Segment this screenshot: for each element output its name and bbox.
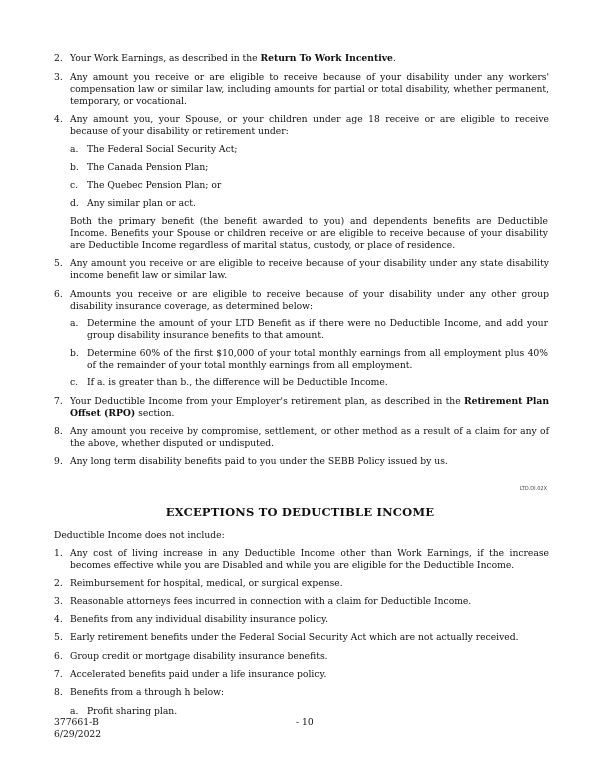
list-text: Any long term disability benefits paid to you under the SEBB Policy issued by us. — [70, 456, 448, 467]
page-number: - 10 — [296, 717, 314, 728]
list-item — [54, 258, 549, 282]
list-text: The Federal Social Security Act; — [87, 144, 238, 155]
list-text: Benefits from a through h below: — [70, 687, 225, 698]
list-item — [54, 114, 549, 138]
list-text: Any amount you, your Spouse, or your children under age 18 receive or are eligible to receive because of your disability or retirement under: — [70, 114, 549, 137]
sub-list-item — [70, 377, 548, 389]
list-number: 2. — [54, 53, 63, 64]
sub-list-item — [70, 180, 548, 192]
list-text: Your Deductible Income from your Employer's retirement plan, as described in the Retirement Plan Offset (RPO) section. — [70, 396, 549, 419]
list-text: The Quebec Pension Plan; or — [87, 180, 222, 191]
list-number: 2. — [54, 578, 63, 589]
list-letter: c. — [70, 180, 79, 191]
list-text: Benefits from any individual disability insurance policy. — [70, 614, 329, 625]
list-item — [54, 396, 549, 420]
list-text: Any similar plan or act. — [87, 198, 196, 209]
list-number: 1. — [54, 548, 63, 559]
list-number: 4. — [54, 114, 63, 125]
list-item — [54, 596, 549, 608]
sub-list-item — [70, 198, 548, 210]
sub-list-item — [70, 318, 548, 342]
list-text: Reasonable attorneys fees incurred in connection with a claim for Deductible Income. — [70, 596, 472, 607]
policy-number: 377661-B — [54, 717, 99, 728]
form-code: LTD.DI.02X — [519, 486, 547, 492]
list-number: 6. — [54, 289, 63, 300]
list-item — [54, 578, 549, 590]
list-text: Reimbursement for hospital, medical, or surgical expense. — [70, 578, 343, 589]
list-number: 5. — [54, 632, 63, 643]
list-text: Any cost of living increase in any Deductible Income other than Work Earnings, if the increase becomes effective while you are Disabled and while you are eligible for the Deductible Income. — [70, 548, 549, 571]
list-item — [54, 548, 549, 572]
section-reference: Retirement Plan Offset (RPO) — [70, 396, 549, 419]
list-text: Amounts you receive or are eligible to receive because of your disability under any other group disability insurance coverage, as determined below: — [70, 289, 549, 312]
list-letter: b. — [70, 162, 79, 173]
sub-list-item — [70, 348, 548, 372]
list-number: 4. — [54, 614, 63, 625]
intro-text: Deductible Income does not include: — [54, 530, 225, 541]
list-letter: d. — [70, 198, 79, 209]
list-text: Any amount you receive or are eligible to receive because of your disability under any state disability income benefit law or similar law. — [70, 258, 549, 281]
sub-list-item — [70, 162, 548, 174]
list-text: Determine 60% of the first $10,000 of your total monthly earnings from all employment plus 40% of the remainder of your total monthly earnings from all employment. — [87, 348, 548, 371]
list-letter: c. — [70, 377, 79, 388]
list-item — [54, 651, 549, 663]
list-number: 5. — [54, 258, 63, 269]
list-text: If a. is greater than b., the difference will be Deductible Income. — [87, 377, 388, 388]
list-text: Any amount you receive or are eligible to receive because of your disability under any workers' compensation law or similar law, including amounts for partial or total disability, whether permanent, temporary, or vocational. — [70, 72, 549, 107]
list-item — [54, 456, 549, 468]
list-item — [54, 426, 549, 450]
list-number: 3. — [54, 596, 63, 607]
list-number: 7. — [54, 396, 63, 407]
list-text: Accelerated benefits paid under a life insurance policy. — [70, 669, 327, 680]
list-text: Your Work Earnings, as described in the Return To Work Incentive. — [70, 53, 396, 64]
list-letter: b. — [70, 348, 79, 359]
list-item — [54, 53, 549, 65]
list-number: 6. — [54, 651, 63, 662]
list-item — [54, 687, 549, 699]
list-item — [54, 614, 549, 626]
list-text: Profit sharing plan. — [87, 706, 178, 717]
list-number: 8. — [54, 687, 63, 698]
list-text: Any amount you receive by compromise, settlement, or other method as a result of a claim for any of the above, whether disputed or undisputed. — [70, 426, 549, 449]
list-item — [54, 632, 549, 644]
list-text: Early retirement benefits under the Federal Social Security Act which are not actually received. — [70, 632, 519, 643]
list-number: 3. — [54, 72, 63, 83]
list-text: Determine the amount of your LTD Benefit as if there were no Deductible Income, and add your group disability insurance benefits to that amount. — [87, 318, 548, 341]
sub-list-item — [70, 144, 548, 156]
section-heading: EXCEPTIONS TO DEDUCTIBLE INCOME — [165, 505, 435, 519]
list-item — [54, 72, 549, 108]
paragraph: Both the primary benefit (the benefit awarded to you) and dependents benefits are Deductible Income. Benefits your Spouse or children receive or are eligible to receive because of your disability are Deductible Income regardless of marital status, custody, or place of residence. — [70, 216, 548, 251]
list-item — [54, 289, 549, 313]
list-number: 9. — [54, 456, 63, 467]
list-item — [54, 669, 549, 681]
footer-date: 6/29/2022 — [54, 729, 102, 740]
list-number: 8. — [54, 426, 63, 437]
list-letter: a. — [70, 706, 79, 717]
list-letter: a. — [70, 144, 79, 155]
list-number: 7. — [54, 669, 63, 680]
list-letter: a. — [70, 318, 79, 329]
list-text: Group credit or mortgage disability insurance benefits. — [70, 651, 328, 662]
list-text: The Canada Pension Plan; — [87, 162, 209, 173]
section-reference: Return To Work Incentive — [260, 53, 393, 64]
